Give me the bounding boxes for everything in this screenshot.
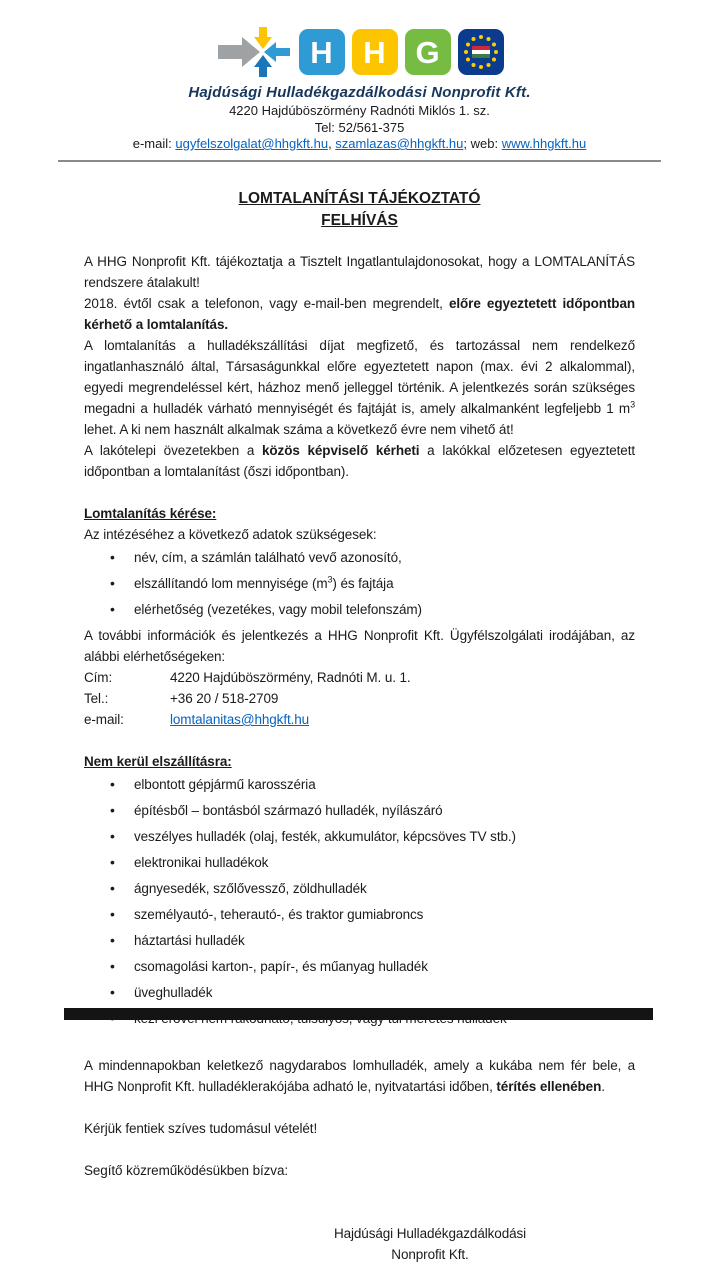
web-link[interactable]: www.hhgkft.hu: [501, 136, 587, 151]
hungarian-flag-icon: [472, 46, 490, 58]
email-separator: ,: [328, 136, 336, 151]
signature-line-2: Nonprofit Kft.: [391, 1246, 469, 1262]
section-heading-excluded: Nem kerül elszállításra:: [84, 753, 232, 769]
closing-paragraph-1: A mindennapokban keletkező nagydarabos lomhulladék, amely a kukába nem fér bele, a HHG Nonprofit Kft. hulladéklerakójába adható le, nyitvatartási időben, térítés ellenében.: [84, 1057, 635, 1094]
email-link-szamlazas[interactable]: szamlazas@hhgkft.hu: [335, 136, 464, 151]
list-item: • építésből – bontásból származó hulladék, nyílászáró: [134, 800, 635, 821]
list-item: • veszélyes hulladék (olaj, festék, akkumulátor, képcsöves TV stb.): [134, 826, 635, 847]
intro-p3-part2: lehet. A ki nem használt alkalmak száma a következő évre nem vihető át!: [84, 421, 514, 437]
list-item: • személyautó-, teherautó-, és traktor gumiabroncs: [134, 904, 635, 925]
contact-row-email: [84, 709, 635, 730]
closing-paragraph-2: Kérjük fentiek szíves tudomásul vételét!: [84, 1120, 318, 1136]
logo-letter-g: G: [405, 29, 451, 75]
contact-line: [0, 136, 719, 151]
contact-block: [84, 667, 635, 730]
eu-flag-icon: [458, 29, 504, 75]
intro-p4-part2: a lakókkal előzetesen egyeztetett időpontban a lomtalanítást (őszi időpontban).: [84, 442, 635, 479]
list-item: • elszállítandó lom mennyisége $(m^3)$ és fajtája: [134, 573, 635, 594]
letterhead: [0, 0, 719, 151]
list-item: • háztartási hulladék: [134, 930, 635, 951]
company-phone: Tel: 52/561-375: [314, 120, 405, 135]
intro-p2-normal: 2018. évtől csak a telefonon, vagy e-mail-ben megrendelt,: [84, 295, 449, 311]
logo-letter-h2: H: [352, 29, 398, 75]
intro-p3-part1: A lomtalanítás a hulladékszállítási díjat megfizető, és tartozással nem rendelkező ingatlanhasználó által, Társaságunkkal előre egyeztetett napon (max. évi 2 alkalommal), egyedi megrendeléssel kért, házhoz menő jelleggel történik. A jelentkezés során szükséges megadni a hulladék várható mennyiségét és fajtáját is, amely alkalmanként legfeljebb 1 m: [84, 337, 635, 416]
document-body: [84, 251, 635, 1265]
company-address: 4220 Hajdúböszörmény Radnóti Miklós 1. sz.: [229, 103, 490, 118]
cubic-meter-sup: 3: [327, 574, 333, 585]
company-name: Hajdúsági Hulladékgazdálkodási Nonprofit Kft.: [188, 84, 531, 101]
section-heading-request: Lomtalanítás kérése:: [84, 505, 217, 521]
list-item: • csomagolási karton-, papír-, és műanyag hulladék: [134, 956, 635, 977]
logo-letter-h1: H: [299, 29, 345, 75]
intro-p1-text: A HHG Nonprofit Kft. tájékoztatja a Tisztelt Ingatlantulajdonosokat, hogy a LOMTALANÍTÁS rendszere átalakult!: [84, 253, 635, 290]
cubic-meter-sup: 3: [630, 399, 635, 410]
list-item: • elektronikai hulladékok: [134, 852, 635, 873]
intro-p4-bold: közös képviselő kérheti: [262, 442, 420, 458]
request-intro: Az intézéséhez a következő adatok szükségesek:: [84, 526, 377, 542]
email-link-lomtalanitas[interactable]: lomtalanitas@hhgkft.hu: [170, 711, 310, 727]
header-divider: [58, 160, 661, 162]
title-line-1: LOMTALANÍTÁSI TÁJÉKOZTATÓ: [238, 190, 481, 207]
request-list: [84, 547, 635, 620]
contact-row-address: [84, 667, 635, 688]
list-item: • elbontott gépjármű karosszéria: [134, 774, 635, 795]
list-item: • elérhetőség (vezetékes, vagy mobil telefonszám): [134, 599, 635, 620]
scan-artifact-bar: [64, 1008, 653, 1020]
web-prefix: ; web:: [463, 136, 502, 151]
email-prefix: e-mail:: [132, 136, 176, 151]
intro-p2-bold: előre egyeztetett időpontban kérhető a lomtalanítás.: [84, 295, 636, 332]
title-line-2: FELHÍVÁS: [321, 212, 398, 230]
contact-label: Tel.:: [84, 690, 109, 706]
contact-row-phone: [84, 688, 635, 709]
converging-arrows-icon: [216, 25, 292, 79]
intro-paragraph-1: [84, 251, 635, 482]
contact-label: Cím:: [84, 669, 113, 685]
contact-label: e-mail:: [84, 711, 124, 727]
list-item: • ágnyesedék, szőlővessző, zöldhulladék: [134, 878, 635, 899]
signature-block: [280, 1223, 580, 1265]
email-link-ugyfelszolgalat[interactable]: ugyfelszolgalat@hhgkft.hu: [175, 136, 329, 151]
excluded-list: [84, 774, 635, 1029]
request-outro: A további információk és jelentkezés a HHG Nonprofit Kft. Ügyfélszolgálati irodájában, az alábbi elérhetőségeken:: [84, 627, 635, 664]
document-title: [0, 188, 719, 233]
company-logo: [0, 24, 719, 80]
signature-line-1: Hajdúsági Hulladékgazdálkodási: [333, 1225, 527, 1241]
contact-value-address: 4220 Hajdúböszörmény, Radnóti M. u. 1.: [170, 669, 411, 685]
contact-value-phone: +36 20 / 518-2709: [170, 690, 279, 706]
intro-p4-part1: A lakótelepi övezetekben a: [84, 442, 262, 458]
closing-paragraph-3: Segítő közreműködésükben bízva:: [84, 1162, 289, 1178]
list-item: • név, cím, a számlán található vevő azonosító,: [134, 547, 635, 568]
list-item: • üveghulladék: [134, 982, 635, 1003]
